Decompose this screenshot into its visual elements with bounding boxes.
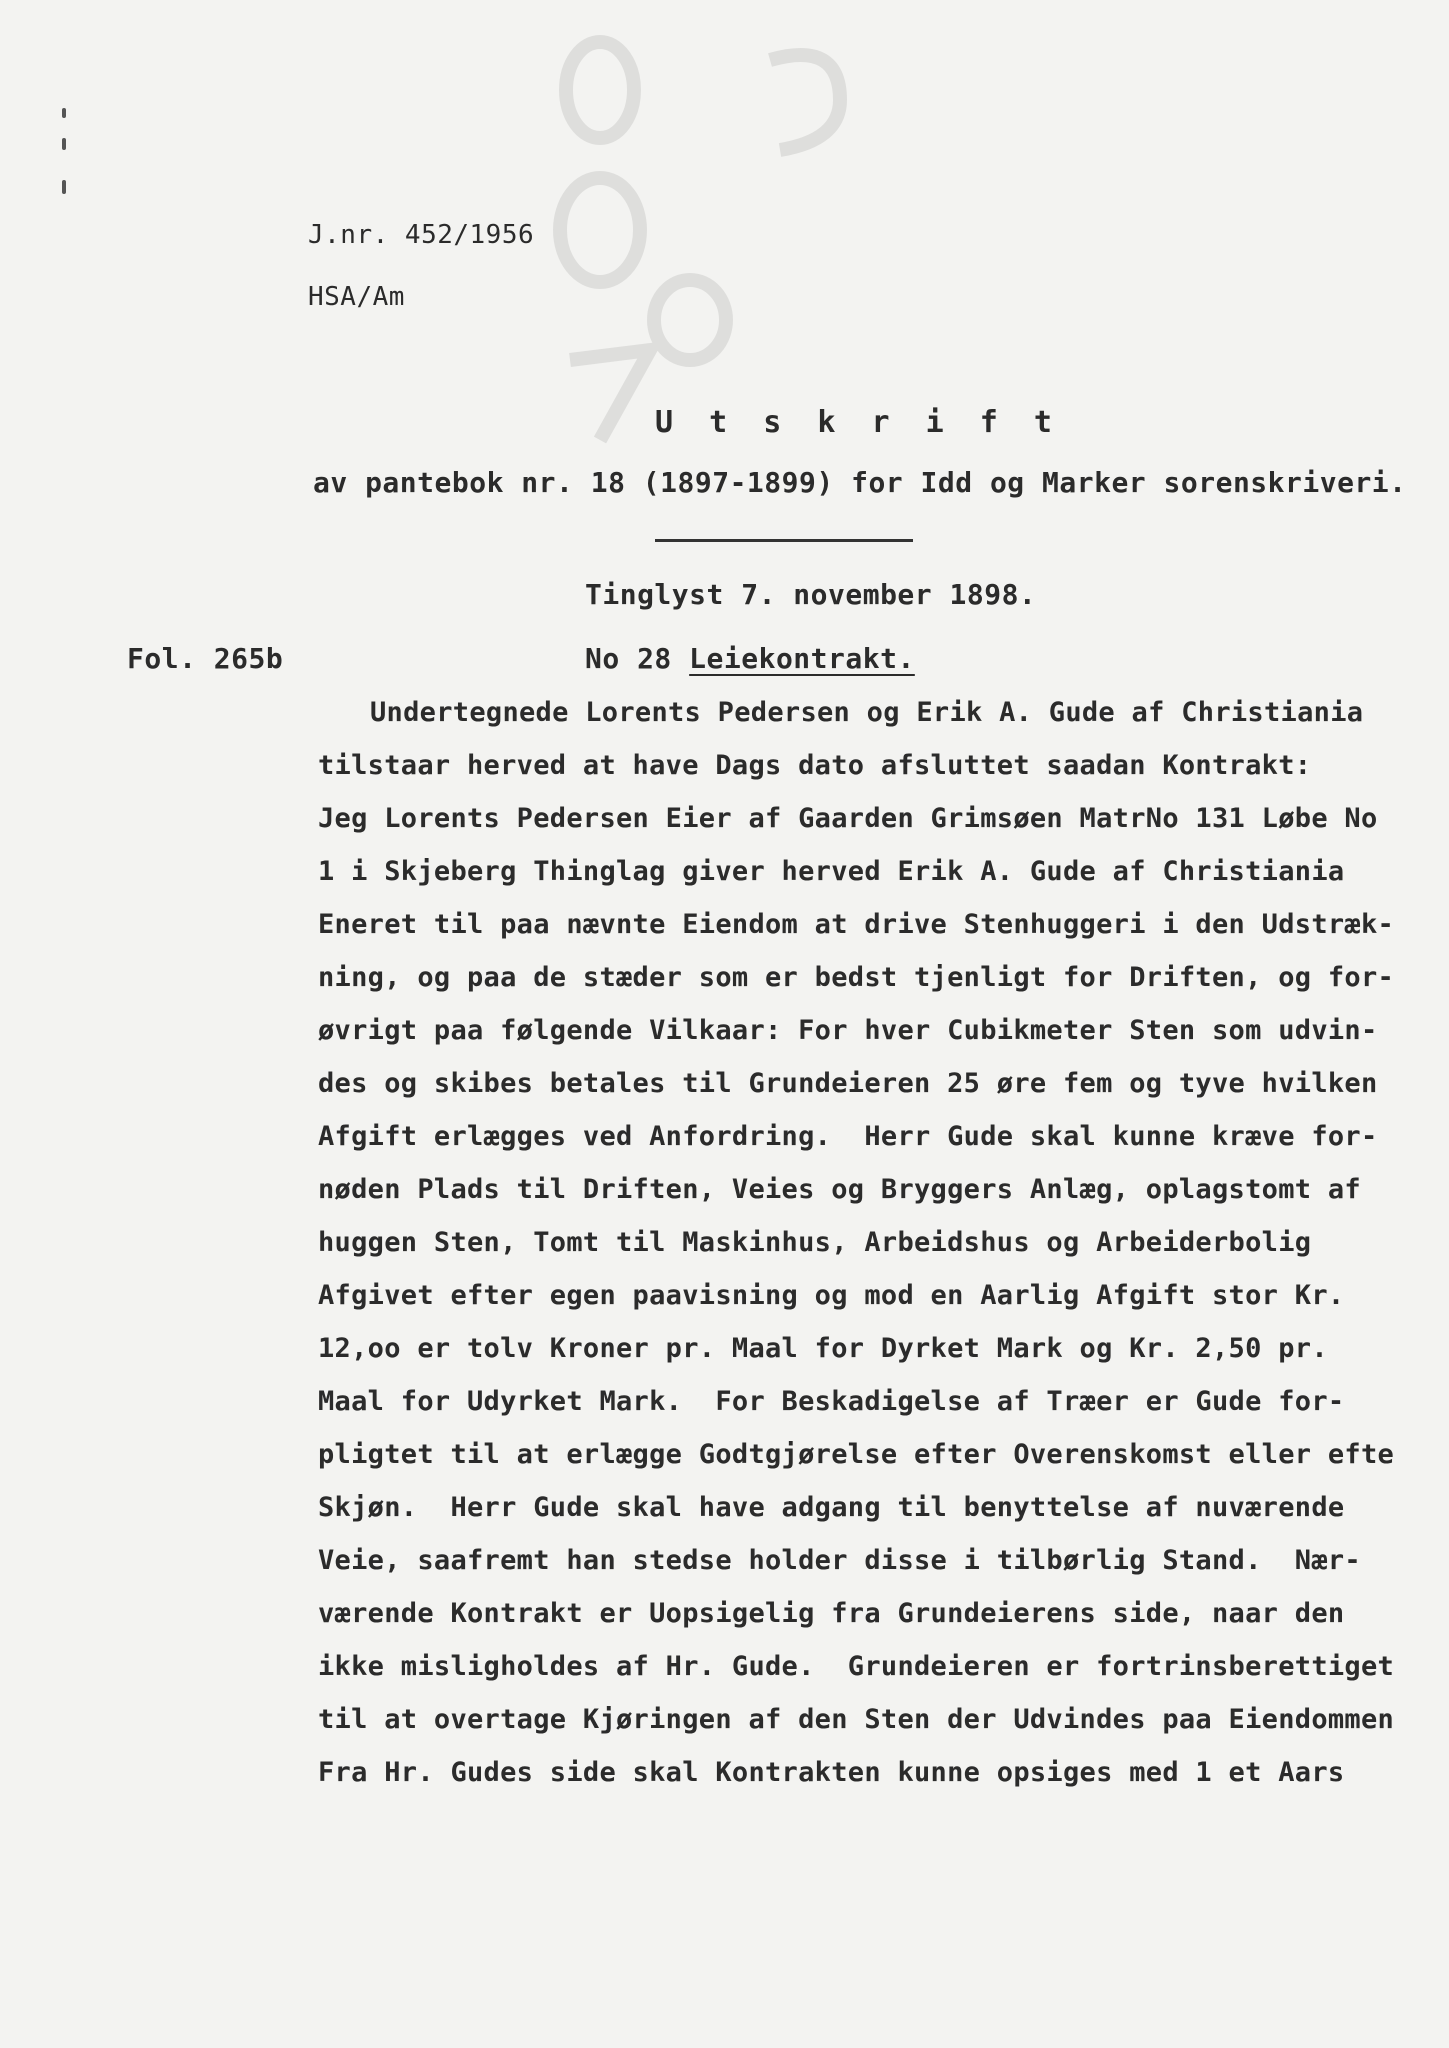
body-line: tilstaar herved at have Dags dato afsluttet saadan Kontrakt:: [318, 750, 1312, 781]
body-line: 1 i Skjeberg Thinglag giver herved Erik A. Gude af Christiania: [318, 856, 1345, 887]
body-line: ikke misligholdes af Hr. Gude. Grundeieren er fortrinsberettiget: [318, 1651, 1395, 1682]
body-line: Undertegnede Lorents Pedersen og Erik A. Gude af Christiania: [370, 697, 1364, 728]
document-title: U t s k r i f t: [655, 405, 1061, 440]
body-line: værende Kontrakt er Uopsigelig fra Grundeierens side, naar den: [318, 1598, 1345, 1629]
initials: HSA/Am: [308, 282, 405, 312]
body-line: Maal for Udyrket Mark. For Beskadigelse af Træer er Gude for-: [318, 1386, 1345, 1417]
title-rule: [655, 539, 913, 542]
body-line: Jeg Lorents Pedersen Eier af Gaarden Grimsøen MatrNo 131 Løbe No: [318, 803, 1378, 834]
body-line: Fra Hr. Gudes side skal Kontrakten kunne opsiges med 1 et Aars: [318, 1757, 1345, 1788]
document-subtitle: av pantebok nr. 18 (1897-1899) for Idd og Marker sorenskriveri.: [313, 466, 1407, 499]
registration-date: Tinglyst 7. november 1898.: [585, 578, 1037, 611]
binding-mark-2: [62, 138, 66, 150]
body-line: pligtet til at erlægge Godtgjørelse efter Overenskomst eller efte: [318, 1439, 1395, 1470]
binding-mark-1: [62, 108, 66, 118]
body-line: ning, og paa de stæder som er bedst tjenligt for Driften, og for-: [318, 962, 1395, 993]
entry-number: No 28: [585, 642, 672, 675]
body-line: des og skibes betales til Grundeieren 25 øre fem og tyve hvilken: [318, 1068, 1378, 1099]
body-line: Skjøn. Herr Gude skal have adgang til benyttelse af nuværende: [318, 1492, 1345, 1523]
bleed-through-stamp: [540, 20, 900, 540]
folio-reference: Fol. 265b: [127, 642, 284, 675]
binding-mark-3: [62, 180, 66, 194]
body-line: til at overtage Kjøringen af den Sten der Udvindes paa Eiendommen: [318, 1704, 1395, 1735]
body-line: nøden Plads til Driften, Veies og Bryggers Anlæg, oplagstomt af: [318, 1174, 1361, 1205]
body-line: Eneret til paa nævnte Eiendom at drive Stenhuggeri i den Udstræk-: [318, 909, 1395, 940]
entry-heading: [585, 642, 915, 675]
body-line: øvrigt paa følgende Vilkaar: For hver Cubikmeter Sten som udvin-: [318, 1015, 1378, 1046]
body-line: huggen Sten, Tomt til Maskinhus, Arbeidshus og Arbeiderbolig: [318, 1227, 1312, 1258]
journal-number: J.nr. 452/1956: [308, 220, 535, 250]
body-line: Afgivet efter egen paavisning og mod en Aarlig Afgift stor Kr.: [318, 1280, 1345, 1311]
body-line: Veie, saafremt han stedse holder disse i tilbørlig Stand. Nær-: [318, 1545, 1361, 1576]
body-line: 12,oo er tolv Kroner pr. Maal for Dyrket Mark og Kr. 2,50 pr.: [318, 1333, 1328, 1364]
body-line: Afgift erlægges ved Anfordring. Herr Gude skal kunne kræve for-: [318, 1121, 1378, 1152]
entry-type: Leiekontrakt.: [689, 642, 915, 675]
